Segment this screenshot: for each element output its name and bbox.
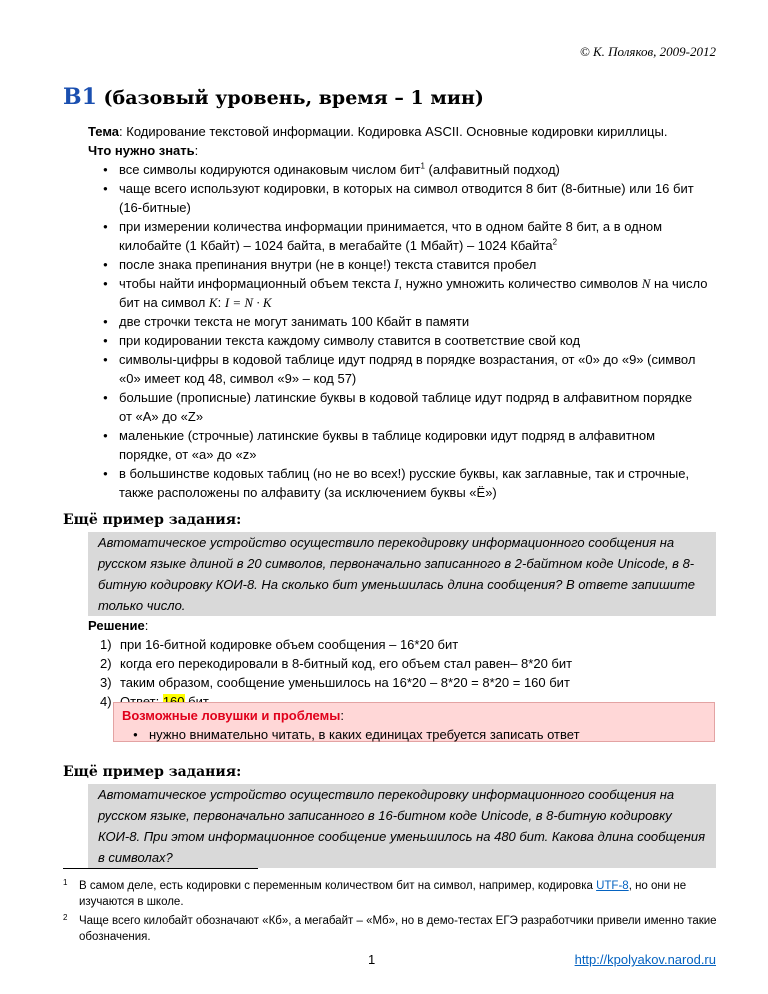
fact-item [119,255,708,274]
fact-text: все символы кодируются одинаковым числом бит [119,162,421,177]
step-number: 3) [100,675,112,690]
fact-item [119,331,708,350]
copyright-header: © К. Поляков, 2009-2012 [579,44,716,59]
fact-item [119,274,708,312]
step-text: когда его перекодировали в 8-битный код, его объем стал равен– 8*20 бит [120,656,573,671]
fact-text: большие (прописные) латинские буквы в кодовой таблице идут подряд в алфавитном порядке от «A» до «Z» [119,390,693,424]
solution-step [88,654,708,673]
task-code: B1 [63,84,97,110]
solution-block [88,616,708,711]
fact-text: символы-цифры в кодовой таблице идут подряд в порядке возрастания, от «0» до «9» (символ «0» имеет код 48, символ «9» – код 57) [119,352,696,386]
fact-item [119,217,708,255]
utf8-link[interactable]: UTF-8 [596,880,629,892]
know-colon: : [194,143,199,158]
step-number: 1) [100,637,112,652]
example1-heading: Ещё пример задания: [63,512,242,528]
formula-var: K [208,295,218,310]
fact-text: чтобы найти информационный объем текста [119,276,395,291]
traps-box [113,702,715,742]
fact-text: в большинстве кодовых таблиц (но не во всех!) русские буквы, как заглавные, так и строчные, также расположены по алфавиту (за исключением буквы «Ё») [119,466,690,500]
fact-text: : [217,295,225,310]
footnote-part: В самом деле, есть кодировки с переменным количеством бит на символ, например, кодировка [79,880,597,892]
trap-item [149,725,706,744]
step-text: при 16-битной кодировке объем сообщения – 16*20 бит [120,637,459,652]
know-label: Что нужно знать [88,143,195,158]
fact-item [119,312,708,331]
footnote-part: Чаще всего килобайт обозначают «Кб», а мегабайт – «Мб», но в демо-тестах ЕГЭ разработчики привели именно такие обозначения. [79,915,717,943]
footnote-mark: 1 [63,878,68,887]
solution-colon: : [144,618,149,633]
solution-label: Решение [88,618,145,633]
page-title [63,84,484,110]
example1-task: Автоматическое устройство осуществило перекодировку информационного сообщения на русском языке длиной в 20 символов, первоначально записанного в 2-байтном коде Unicode, в 8-битную кодировку КОИ-8. На сколько бит уменьшилась длина сообщения? В ответе запишите только число. [88,532,716,616]
traps-title-line [122,706,706,725]
traps-title: Возможные ловушки и проблемы [122,708,341,723]
solution-steps [88,635,708,711]
footnote-ref: 1 [420,161,425,171]
facts-list [88,160,708,502]
fact-text: маленькие (строчные) латинские буквы в таблице кодировки идут подряд в алфавитном порядке, от «a» до «z» [119,428,656,462]
footnote-text [63,878,718,910]
step-text: таким образом, сообщение уменьшилось на 16*20 – 8*20 = 8*20 = 160 бит [120,675,570,690]
fact-item [119,179,708,217]
know-line [88,141,708,160]
fact-text: после знака препинания внутри (не в конце!) текста ставится пробел [119,257,537,272]
solution-step [88,673,708,692]
fact-item [119,388,708,426]
topic-text: : Кодирование текстовой информации. Кодировка ASCII. Основные кодировки кириллицы. [119,124,668,139]
traps-list [122,725,706,744]
fact-text: две строчки текста не могут занимать 100 Кбайт в памяти [119,314,470,329]
footnote-divider [63,868,258,869]
example2-task: Автоматическое устройство осуществило перекодировку информационного сообщения на русском языке, первоначально записанного в 16-битном коде Unicode, в 8-битную кодировку КОИ-8. При этом информационное сообщение уменьшилось на 480 бит. Какова длина сообщения в символах? [88,784,716,868]
trap-text: нужно внимательно читать, в каких единицах требуется записать ответ [149,727,580,742]
footnote-part: , но они не изучаются в школе. [79,880,687,908]
page-number: 1 [368,952,376,967]
task-title-rest: (базовый уровень, время – 1 мин) [103,87,484,109]
fact-item [119,426,708,464]
footnote-2 [63,913,718,945]
formula: I = N · K [224,295,272,310]
footnote-mark: 2 [63,913,68,922]
topic-line [88,122,708,141]
footnote-1 [63,878,718,910]
fact-item [119,350,708,388]
formula-var: N [641,276,651,291]
formula-var: I [394,276,399,291]
fact-text: при измерении количества информации принимается, что в одном байте 8 бит, а в одном килобайте (1 Кбайт) – 1024 байта, в мегабайте (1 Мбайт) – 1024 Кбайта [119,219,663,253]
fact-item [119,464,708,502]
fact-text: при кодировании текста каждому символу ставится в соответствие свой код [119,333,581,348]
step-number: 2) [100,656,112,671]
step-number: 4) [100,694,112,709]
topic-block [88,122,708,502]
fact-item [119,160,708,179]
solution-line [88,616,708,635]
fact-text: (алфавитный подход) [424,162,560,177]
solution-step [88,635,708,654]
fact-text: на число бит на символ [119,276,708,310]
fact-text: , нужно умножить количество символов [398,276,642,291]
fact-text: чаще всего используют кодировки, в которых на символ отводится 8 бит (8-битные) или 16 бит (16-битные) [119,181,694,215]
example2-heading: Ещё пример задания: [63,764,242,780]
footnote-ref: 2 [552,237,558,247]
traps-colon: : [340,708,344,723]
site-link[interactable]: http://kpolyakov.narod.ru [574,952,716,967]
topic-label: Тема [88,124,120,139]
footnote-text [63,913,718,945]
